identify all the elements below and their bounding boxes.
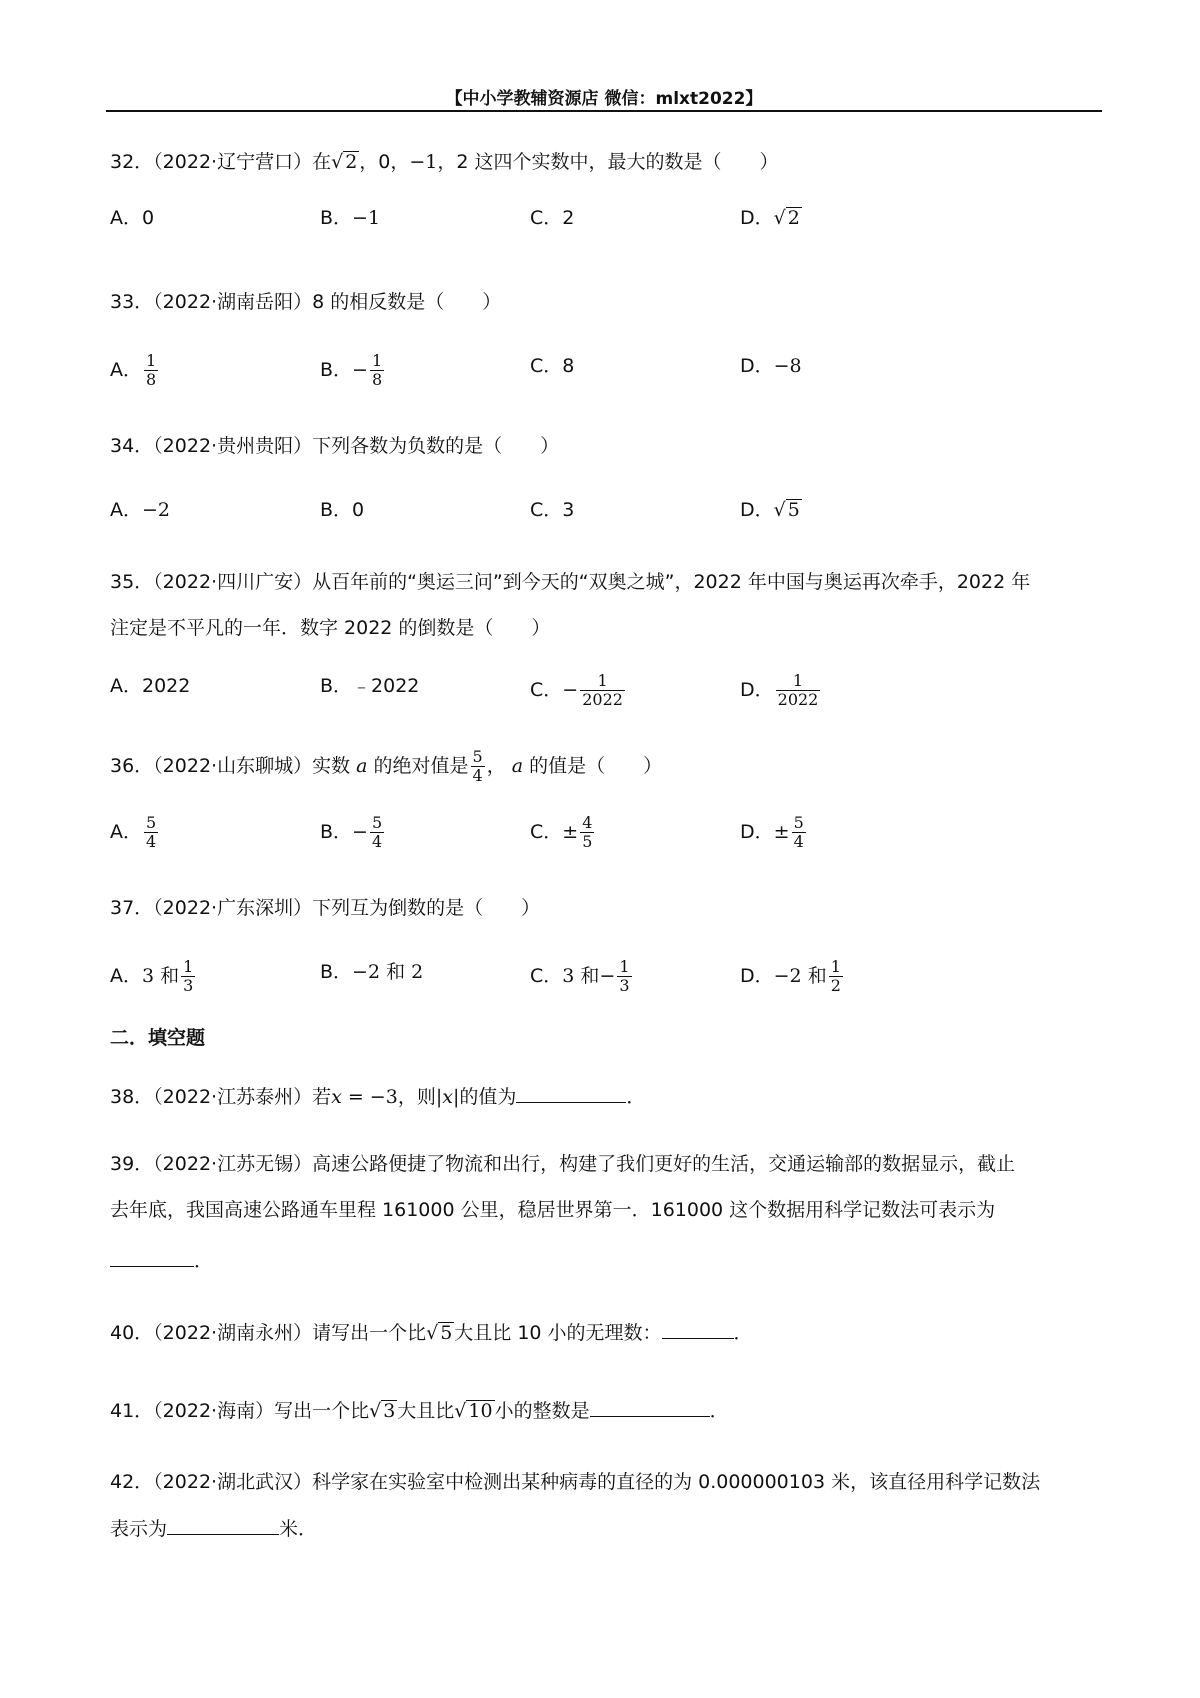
question-32 [110, 148, 779, 176]
q32-prefix: 32．（2022·辽宁营口）在 [110, 151, 332, 173]
question-39-answer: ． [110, 1246, 213, 1275]
q32-option-a: A．0 [110, 207, 155, 229]
sqrt-2: √ 2 [331, 151, 358, 173]
question-42-line-1: 42．（2022·湖北武汉）科学家在实验室中检测出某种病毒的直径的为 0.000000103 米，该直径用科学记数法 [110, 1471, 1041, 1493]
q32-mid: ，0， [359, 151, 410, 173]
question-36: 36．（2022·山东聊城）实数 a 的绝对值是 $\frac{5}{4}$ ， a 的值是（ ） [110, 747, 663, 785]
q33-option-c: C．8 [530, 355, 575, 377]
answer-blank-40[interactable] [662, 1318, 734, 1339]
q36-option-d: D．± $\frac{5}{4}$ [740, 813, 804, 851]
answer-blank-38[interactable] [516, 1082, 626, 1103]
q34-option-b: B．0 [320, 499, 365, 521]
question-35-line-1: 35．（2022·四川广安）从百年前的“奥运三问”到今天的“双奥之城”，2022 年中国与奥运再次牵手，2022 年 [110, 571, 1031, 593]
answer-blank-42[interactable] [167, 1514, 279, 1535]
q32-option-c: C．2 [530, 207, 575, 229]
q32-option-b: B．−1 [320, 207, 381, 229]
q33-option-a: A． $\frac{1}{8}$ [110, 351, 157, 389]
question-41: 41．（2022·海南）写出一个比√ 3 大且比√ 10 小的整数是 ． [110, 1396, 729, 1425]
question-39-line-2: 去年底，我国高速公路通车里程 161000 公里，稳居世界第一．161000 这个数据用科学记数法可表示为 [110, 1199, 996, 1221]
question-40: 40．（2022·湖南永州）请写出一个比√ 5 大且比 10 小的无理数： ． [110, 1318, 753, 1347]
q36-option-b: B．− $\frac{5}{4}$ [320, 813, 383, 851]
q32-suffix: ，2 这四个实数中，最大的数是（ ） [437, 151, 779, 173]
q37-option-b: B．−2 和 2 [320, 961, 424, 983]
question-35-line-2: 注定是不平凡的一年．数字 2022 的倒数是（ ） [110, 617, 551, 639]
q36-option-a: A． $\frac{5}{4}$ [110, 813, 157, 851]
q33-option-d: D．−8 [740, 355, 802, 377]
q37-option-a: A．3 和 $\frac{1}{3}$ [110, 957, 194, 995]
q37-option-c: C．3 和− $\frac{1}{3}$ [530, 957, 630, 995]
question-34: 34．（2022·贵州贵阳）下列各数为负数的是（ ） [110, 435, 560, 457]
q32-option-d: D．√ 2 [740, 207, 800, 229]
question-33: 33．（2022·湖南岳阳）8 的相反数是（ ） [110, 291, 502, 313]
q34-option-a: A．−2 [110, 499, 171, 521]
page-header: 【中小学教辅资源店 微信：mlxt2022】 [445, 89, 763, 109]
q35-option-a: A．2022 [110, 675, 191, 697]
answer-blank-39[interactable] [110, 1246, 194, 1267]
q37-option-d: D．−2 和 $\frac{1}{2}$ [740, 957, 841, 995]
q36-option-c: C．± $\frac{4}{5}$ [530, 813, 593, 851]
q33-option-b: B．− $\frac{1}{8}$ [320, 351, 383, 389]
q34-option-c: C．3 [530, 499, 575, 521]
question-37: 37．（2022·广东深圳）下列互为倒数的是（ ） [110, 897, 541, 919]
question-39-line-1: 39．（2022·江苏无锡）高速公路便捷了物流和出行，构建了我们更好的生活，交通运输部的数据显示，截止 [110, 1153, 1016, 1175]
q35-option-c: C．− $\frac{1}{2022}$ [530, 671, 623, 709]
q35-option-b: B．﹣2022 [320, 675, 420, 697]
question-38: 38．（2022·江苏泰州）若x = −3，则|x|的值为 ． [110, 1082, 645, 1111]
q35-option-d: D． $\frac{1}{2022}$ [740, 671, 819, 709]
answer-blank-41[interactable] [590, 1396, 710, 1417]
header-rule [106, 110, 1102, 112]
q34-option-d: D．√ 5 [740, 499, 800, 521]
q32-neg: −1 [409, 151, 438, 173]
section-title-fill-in: 二．填空题 [110, 1027, 206, 1049]
question-42-line-2: 表示为 米． [110, 1514, 317, 1543]
